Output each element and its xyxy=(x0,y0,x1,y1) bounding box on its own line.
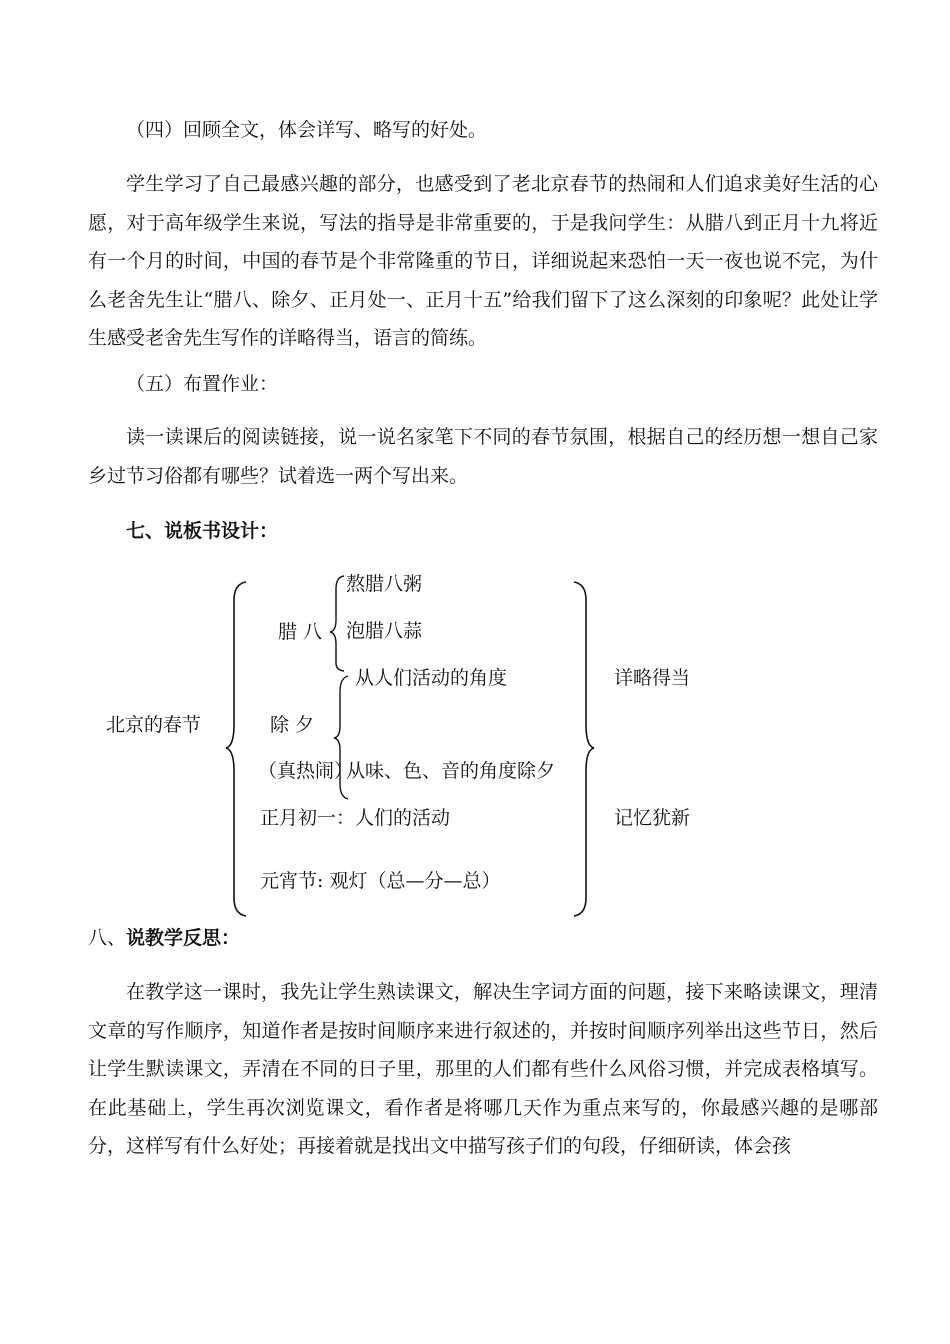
board-laba-item-1: 熬腊八粥 xyxy=(346,573,423,595)
board-zhengyue: 正月初一：人们的活动 xyxy=(260,807,451,829)
section-8-prefix: 八、 xyxy=(88,927,127,949)
board-activity-angle: 从人们活动的角度 xyxy=(355,667,508,689)
board-right-bottom: 记忆犹新 xyxy=(614,807,691,829)
section-7-heading: 七、说板书设计： xyxy=(126,520,279,542)
board-chuxi-item: 从味、色、音的角度除夕 xyxy=(346,760,556,782)
paragraph-homework: 读一读课后的阅读链接，说一说名家笔下不同的春节氛围，根据自己的经历想一想自己家乡过节习俗都有哪些？试着选一两个写出来。 xyxy=(88,426,878,487)
section-8-heading xyxy=(88,926,240,950)
section-8-title: 说教学反思： xyxy=(126,927,241,949)
board-main-topic: 北京的春节 xyxy=(106,714,202,736)
board-laba-item-2: 泡腊八蒜 xyxy=(346,620,423,642)
laba-brace xyxy=(330,576,344,671)
outer-left-brace xyxy=(226,582,246,916)
outer-right-brace xyxy=(574,582,594,916)
section-4-heading: （四）回顾全文，体会详写、略写的好处。 xyxy=(126,119,488,141)
board-chuxi-label: 除 夕 xyxy=(270,714,315,736)
board-yuanxiao: 元宵节: 观灯（总—分—总） xyxy=(260,870,501,892)
paragraph-reflection-detail: 学生学习了自己最感兴趣的部分，也感受到了老北京春节的热闹和人们追求美好生活的心愿，对于高年级学生来说，写法的指导是非常重要的，于是我问学生：从腊八到正月十九将近有一个月的时间，中国的春节是个非常隆重的节日，详细说起来恐怕一天一夜也说不完，为什么老舍先生让“腊八、除夕、正月处一、正月十五”给我们留下了这么深刻的印象呢？此处让学生感受老舍先生写作的详略得当，语言的简练。 xyxy=(88,173,878,350)
section-5-heading: （五）布置作业： xyxy=(126,373,279,395)
board-laba-label: 腊 八 xyxy=(278,621,323,643)
board-right-top: 详略得当 xyxy=(614,667,691,689)
paragraph-teaching-reflection: 在教学这一课时，我先让学生熟读课文，解决生字词方面的问题，接下来略读课文，理清文章的写作顺序，知道作者是按时间顺序来进行叙述的，并按时间顺序列举出这些节日，然后让学生默读课文，弄清在不同的日子里，那里的人们都有些什么风俗习惯，并完成表格填写。在此基础上，学生再次浏览课文，看作者是将哪几天作为重点来写的，你最感兴趣的是哪部分，这样写有什么好处；再接着就是找出文中描写孩子们的句段，仔细研读，体会孩 xyxy=(88,981,878,1158)
board-chuxi-sub-label: （真热闹） xyxy=(258,760,354,782)
